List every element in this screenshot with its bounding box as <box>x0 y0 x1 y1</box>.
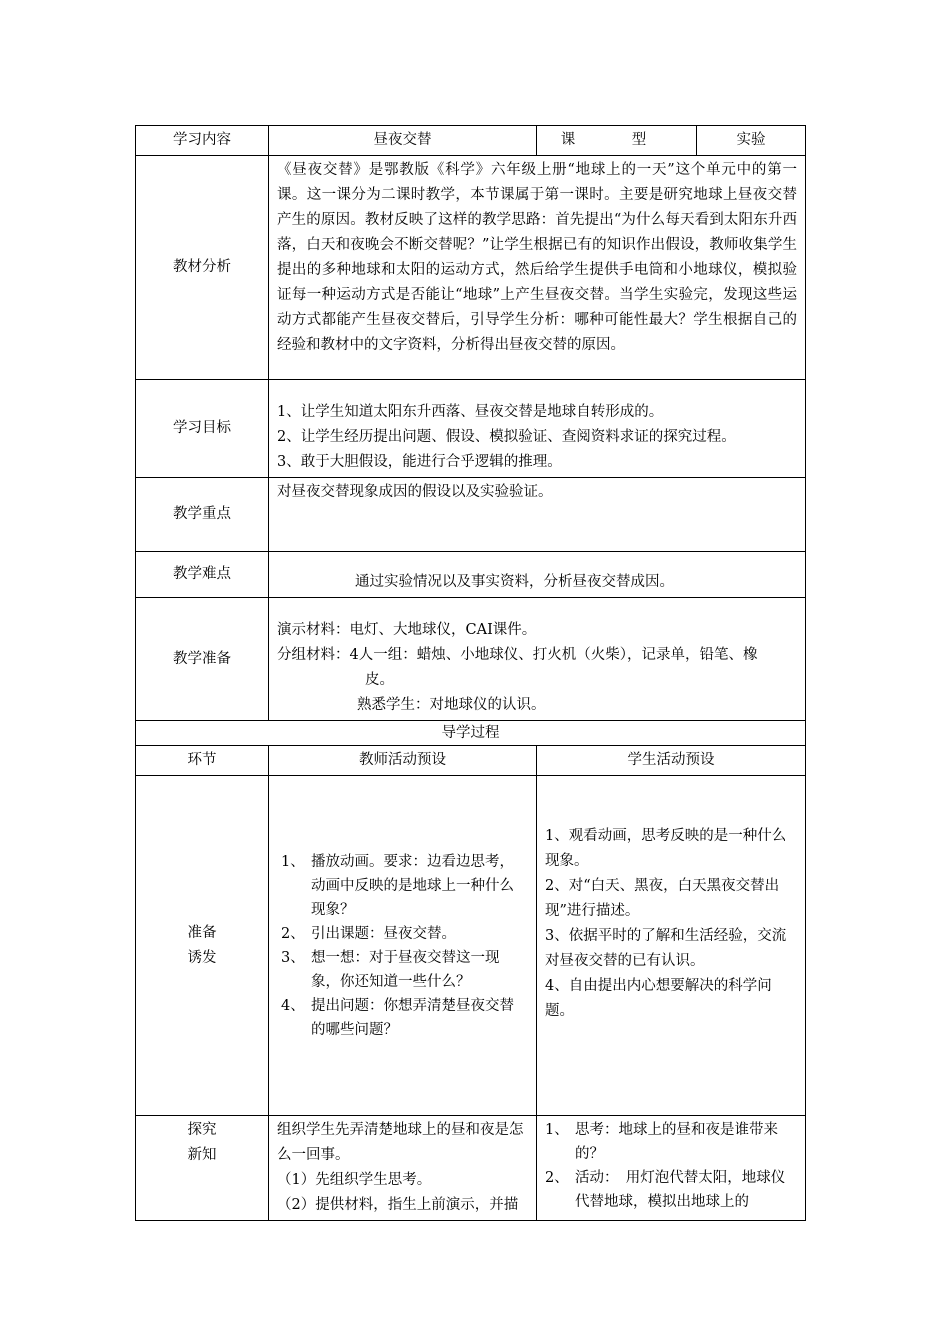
difficulties-label: 教学难点 <box>136 552 269 598</box>
stage1-label-line2: 诱发 <box>187 949 217 966</box>
key-points-label: 教学重点 <box>136 478 269 552</box>
student-step: 1、观看动画，思考反映的是一种什么现象。 <box>545 828 787 869</box>
process-title-row <box>136 721 806 746</box>
teacher-step: 2、 引出课题：昼夜交替。 <box>281 925 456 942</box>
objectives-row <box>136 380 806 478</box>
analysis-text: 《昼夜交替》是鄂教版《科学》六年级上册“地球上的一天”这个单元中的第一课。这一课分为二课时教学，本节课属于第一课时。主要是研究地球上昼夜交替产生的原因。教材反映了这样的教学思路：首先提出“为什么每天看到太阳东升西落，白天和夜晚会不断交替呢？”让学生根据已有的知识作出假设，教师收集学生提出的多种地球和太阳的运动方式，然后给学生提供手电筒和小地球仪，模拟验证每一种运动方式是否能让“地球”上产生昼夜交替。当学生实验完，发现这些运动方式都能产生昼夜交替后，引导学生分析：哪种可能性最大？学生根据自己的经验和教材中的文字资料，分析得出昼夜交替的原因。 <box>269 156 806 380</box>
group-materials: 分组材料：4人一组：蜡烛、小地球仪、打火机（火柴），记录单，铅笔、橡 <box>277 647 758 663</box>
objective-item: 3、敢于大胆假设，能进行合乎逻辑的推理。 <box>277 454 562 470</box>
student-step: 4、自由提出内心想要解决的科学问题。 <box>545 978 772 1019</box>
objectives-label: 学习目标 <box>136 380 269 478</box>
objective-item: 2、让学生经历提出问题、假设、模拟验证、查阅资料求证的探究过程。 <box>277 429 736 445</box>
teacher-step: （2）提供材料，指生上前演示，并描 <box>277 1197 519 1213</box>
stage2-label <box>136 1116 269 1221</box>
key-points-text: 对昼夜交替现象成因的假设以及实验验证。 <box>269 478 806 552</box>
stage2-label-line1: 探究 <box>187 1122 217 1138</box>
student-step: 2、对“白天、黑夜，白天黑夜交替出现”进行描述。 <box>545 878 780 919</box>
stage1-row <box>136 776 806 1116</box>
student-step: 2、 活动： 用灯泡代替太阳，地球仪代替地球，模拟出地球上的 <box>545 1170 786 1210</box>
lesson-type-value: 实验 <box>697 126 806 156</box>
teacher-step: （1）先组织学生思考。 <box>277 1172 432 1188</box>
lesson-title: 昼夜交替 <box>269 126 537 156</box>
stage1-student <box>537 776 806 1116</box>
lesson-type-label: 课 型 <box>537 126 697 156</box>
teacher-step: 3、 想一想：对于昼夜交替这一现象，你还知道一些什么？ <box>281 949 500 990</box>
difficulties-text: 通过实验情况以及事实资料，分析昼夜交替成因。 <box>269 552 806 598</box>
stage2-label-line2: 新知 <box>187 1147 217 1163</box>
key-points-row <box>136 478 806 552</box>
teacher-intro: 组织学生先弄清楚地球上的昼和夜是怎么一回事。 <box>277 1122 524 1163</box>
col-teacher: 教师活动预设 <box>269 746 537 776</box>
content-label: 学习内容 <box>136 126 269 156</box>
process-header-row <box>136 746 806 776</box>
student-step: 1、 思考：地球上的昼和夜是谁带来的？ <box>545 1122 778 1162</box>
stage2-row <box>136 1116 806 1221</box>
preparation-content <box>269 598 806 721</box>
stage2-student <box>537 1116 806 1221</box>
lesson-plan-table <box>135 125 806 1221</box>
teacher-step: 1、 播放动画。要求：边看边思考，动画中反映的是地球上一种什么现象？ <box>281 853 514 918</box>
stage1-label <box>136 776 269 1116</box>
col-student: 学生活动预设 <box>537 746 806 776</box>
stage2-teacher <box>269 1116 537 1221</box>
difficulties-row <box>136 552 806 598</box>
header-row <box>136 126 806 156</box>
analysis-label: 教材分析 <box>136 156 269 380</box>
demo-materials: 演示材料：电灯、大地球仪，CAI课件。 <box>277 622 537 638</box>
objective-item: 1、让学生知道太阳东升西落、昼夜交替是地球自转形成的。 <box>277 404 664 420</box>
preparation-label: 教学准备 <box>136 598 269 721</box>
analysis-row <box>136 156 806 380</box>
objectives-list <box>269 380 806 478</box>
preparation-row <box>136 598 806 721</box>
student-step: 3、依据平时的了解和生活经验，交流对昼夜交替的已有认识。 <box>545 928 787 969</box>
stage1-label-line1: 准备 <box>187 924 217 941</box>
group-materials-cont: 皮。 <box>365 672 394 688</box>
col-stage: 环节 <box>136 746 269 776</box>
stage1-teacher <box>269 776 537 1116</box>
teacher-step: 4、 提出问题：你想弄清楚昼夜交替的哪些问题？ <box>281 997 514 1038</box>
student-familiarity: 熟悉学生：对地球仪的认识。 <box>357 697 546 713</box>
process-title: 导学过程 <box>136 721 806 746</box>
